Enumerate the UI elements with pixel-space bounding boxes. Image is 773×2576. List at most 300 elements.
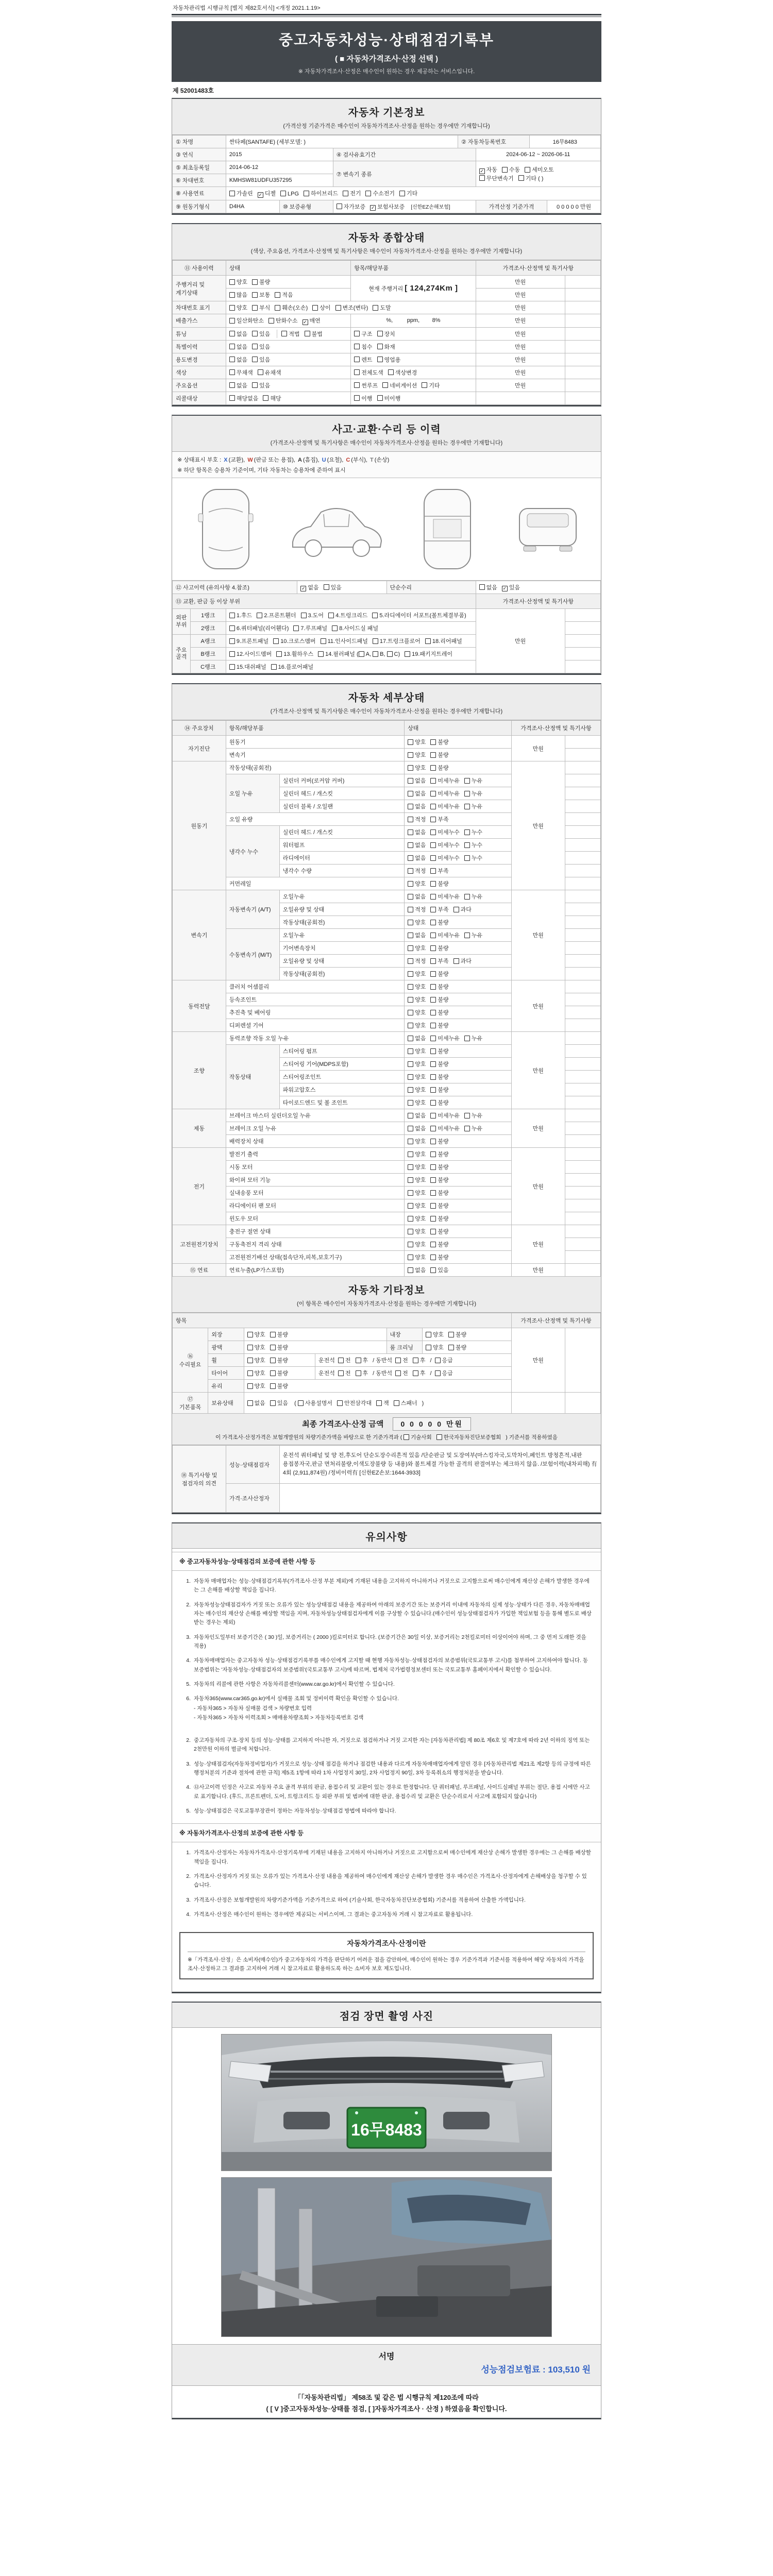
checkbox-option[interactable] — [328, 611, 367, 619]
checkbox-option[interactable] — [430, 1163, 448, 1171]
checkbox-option[interactable] — [408, 1047, 426, 1055]
checkbox-option[interactable] — [408, 1034, 426, 1042]
unchecked-checkbox-icon[interactable] — [252, 382, 258, 388]
checkbox-option[interactable] — [408, 815, 426, 823]
checkbox-option[interactable] — [430, 995, 448, 1004]
checkbox-option[interactable] — [408, 957, 426, 965]
unchecked-checkbox-icon[interactable] — [338, 1370, 344, 1376]
checkbox-option[interactable] — [276, 650, 313, 658]
checkbox-option[interactable] — [436, 1433, 501, 1441]
unchecked-checkbox-icon[interactable] — [430, 894, 436, 900]
checkbox-option[interactable] — [252, 278, 270, 286]
unchecked-checkbox-icon[interactable] — [413, 1358, 418, 1363]
unchecked-checkbox-icon[interactable] — [229, 613, 235, 618]
unchecked-checkbox-icon[interactable] — [252, 331, 258, 336]
checkbox-option[interactable] — [408, 1021, 426, 1029]
checkbox-option[interactable] — [252, 303, 270, 312]
unchecked-checkbox-icon[interactable] — [435, 1358, 441, 1363]
unchecked-checkbox-icon[interactable] — [464, 894, 470, 900]
checkbox-option[interactable] — [270, 1382, 288, 1390]
unchecked-checkbox-icon[interactable] — [229, 305, 235, 311]
checkbox-option[interactable] — [408, 1240, 426, 1248]
checkbox-option[interactable] — [453, 957, 472, 965]
unchecked-checkbox-icon[interactable] — [464, 1126, 470, 1131]
checkbox-option[interactable] — [258, 368, 281, 377]
unchecked-checkbox-icon[interactable] — [408, 920, 413, 925]
checkbox-option[interactable] — [408, 1008, 426, 1016]
checkbox-option[interactable] — [464, 802, 482, 810]
checkbox-option[interactable] — [229, 650, 272, 658]
unchecked-checkbox-icon[interactable] — [430, 817, 436, 822]
checkbox-option[interactable] — [430, 1047, 448, 1055]
checkbox-option[interactable] — [413, 1356, 426, 1364]
checkbox-option[interactable] — [408, 1214, 426, 1223]
checkbox-option[interactable] — [373, 637, 421, 645]
unchecked-checkbox-icon[interactable] — [229, 344, 235, 349]
unchecked-checkbox-icon[interactable] — [247, 1332, 253, 1337]
unchecked-checkbox-icon[interactable] — [430, 1087, 436, 1093]
checkbox-option[interactable] — [263, 394, 281, 402]
checkbox-option[interactable] — [430, 1189, 448, 1197]
unchecked-checkbox-icon[interactable] — [338, 1358, 344, 1363]
checkbox-option[interactable] — [430, 1008, 448, 1016]
unchecked-checkbox-icon[interactable] — [354, 344, 360, 349]
checkbox-option[interactable] — [430, 854, 460, 862]
checkbox-option[interactable] — [229, 381, 247, 389]
checkbox-option[interactable] — [430, 1086, 448, 1094]
unchecked-checkbox-icon[interactable] — [430, 1267, 436, 1273]
checkbox-option[interactable] — [229, 611, 252, 619]
unchecked-checkbox-icon[interactable] — [408, 881, 413, 887]
checkbox-option[interactable] — [430, 982, 448, 991]
unchecked-checkbox-icon[interactable] — [229, 382, 235, 388]
checkbox-option[interactable] — [356, 1369, 368, 1377]
checkbox-option[interactable] — [408, 892, 426, 901]
unchecked-checkbox-icon[interactable] — [430, 971, 436, 977]
unchecked-checkbox-icon[interactable] — [404, 1434, 409, 1440]
unchecked-checkbox-icon[interactable] — [247, 1370, 253, 1376]
checkbox-option[interactable] — [229, 278, 247, 286]
checkbox-option[interactable] — [247, 1356, 265, 1364]
unchecked-checkbox-icon[interactable] — [359, 651, 364, 657]
unchecked-checkbox-icon[interactable] — [229, 625, 235, 631]
checkbox-option[interactable] — [430, 828, 460, 836]
unchecked-checkbox-icon[interactable] — [408, 1139, 413, 1144]
unchecked-checkbox-icon[interactable] — [252, 344, 258, 349]
unchecked-checkbox-icon[interactable] — [305, 331, 310, 336]
checkbox-option[interactable] — [268, 316, 298, 325]
checkbox-option[interactable] — [408, 1086, 426, 1094]
checkbox-option[interactable] — [464, 841, 482, 849]
checkbox-option[interactable] — [426, 1330, 444, 1338]
checkbox-option[interactable] — [464, 828, 482, 836]
unchecked-checkbox-icon[interactable] — [430, 945, 436, 951]
checkbox-option[interactable] — [377, 343, 395, 351]
unchecked-checkbox-icon[interactable] — [464, 855, 470, 861]
checkbox-option[interactable] — [479, 583, 497, 591]
checkbox-option[interactable] — [258, 189, 276, 198]
checkbox-option[interactable] — [430, 764, 448, 772]
unchecked-checkbox-icon[interactable] — [301, 613, 307, 618]
checkbox-option[interactable] — [395, 1356, 408, 1364]
checkbox-option[interactable] — [430, 1034, 460, 1042]
checkbox-option[interactable] — [247, 1369, 265, 1377]
checkbox-option[interactable] — [247, 1343, 265, 1351]
unchecked-checkbox-icon[interactable] — [430, 765, 436, 771]
unchecked-checkbox-icon[interactable] — [464, 804, 470, 809]
checkbox-option[interactable] — [408, 776, 426, 785]
checkbox-option[interactable] — [275, 303, 308, 312]
unchecked-checkbox-icon[interactable] — [425, 638, 431, 644]
unchecked-checkbox-icon[interactable] — [408, 1216, 413, 1222]
checkbox-option[interactable] — [408, 1201, 426, 1210]
checkbox-option[interactable] — [408, 1227, 426, 1235]
unchecked-checkbox-icon[interactable] — [430, 829, 436, 835]
unchecked-checkbox-icon[interactable] — [408, 907, 413, 912]
checkbox-option[interactable] — [382, 381, 417, 389]
unchecked-checkbox-icon[interactable] — [430, 1061, 436, 1067]
unchecked-checkbox-icon[interactable] — [257, 613, 262, 618]
checkbox-option[interactable] — [408, 1073, 426, 1081]
checkbox-option[interactable] — [413, 1369, 426, 1377]
checkbox-option[interactable] — [430, 1266, 448, 1274]
unchecked-checkbox-icon[interactable] — [479, 175, 485, 181]
unchecked-checkbox-icon[interactable] — [335, 305, 341, 311]
checkbox-option[interactable] — [300, 583, 318, 592]
checkbox-option[interactable] — [430, 815, 448, 823]
unchecked-checkbox-icon[interactable] — [408, 778, 413, 784]
unchecked-checkbox-icon[interactable] — [436, 1434, 442, 1440]
checkbox-option[interactable] — [430, 1124, 460, 1132]
checkbox-option[interactable] — [430, 1060, 448, 1068]
checkbox-option[interactable] — [408, 1163, 426, 1171]
checkbox-option[interactable] — [430, 1253, 448, 1261]
checkbox-option[interactable] — [273, 637, 315, 645]
unchecked-checkbox-icon[interactable] — [464, 791, 470, 796]
unchecked-checkbox-icon[interactable] — [275, 305, 280, 311]
checkbox-option[interactable] — [388, 368, 417, 377]
unchecked-checkbox-icon[interactable] — [247, 1400, 253, 1406]
unchecked-checkbox-icon[interactable] — [252, 292, 258, 298]
unchecked-checkbox-icon[interactable] — [430, 1203, 436, 1209]
unchecked-checkbox-icon[interactable] — [408, 829, 413, 835]
unchecked-checkbox-icon[interactable] — [377, 331, 383, 336]
unchecked-checkbox-icon[interactable] — [430, 1126, 436, 1131]
checkbox-option[interactable] — [464, 931, 482, 939]
checkbox-option[interactable] — [252, 291, 270, 299]
checkbox-option[interactable] — [408, 1124, 426, 1132]
checkbox-option[interactable] — [479, 165, 497, 174]
checkbox-option[interactable] — [356, 1356, 368, 1364]
checkbox-option[interactable] — [372, 611, 466, 619]
unchecked-checkbox-icon[interactable] — [252, 305, 258, 311]
unchecked-checkbox-icon[interactable] — [408, 739, 413, 745]
unchecked-checkbox-icon[interactable] — [426, 1332, 431, 1337]
checkbox-option[interactable] — [270, 1343, 288, 1351]
checkbox-option[interactable] — [435, 1369, 453, 1377]
unchecked-checkbox-icon[interactable] — [247, 1358, 253, 1363]
unchecked-checkbox-icon[interactable] — [405, 651, 410, 657]
unchecked-checkbox-icon[interactable] — [430, 855, 436, 861]
unchecked-checkbox-icon[interactable] — [430, 791, 436, 796]
checkbox-option[interactable] — [293, 624, 327, 632]
unchecked-checkbox-icon[interactable] — [408, 1164, 413, 1170]
checkbox-option[interactable] — [453, 905, 472, 913]
checkbox-option[interactable] — [408, 879, 426, 888]
checkbox-option[interactable] — [408, 918, 426, 926]
checkbox-option[interactable] — [430, 1227, 448, 1235]
unchecked-checkbox-icon[interactable] — [408, 1151, 413, 1157]
unchecked-checkbox-icon[interactable] — [229, 331, 235, 336]
checkbox-option[interactable] — [312, 303, 330, 312]
checkbox-option[interactable] — [229, 624, 289, 632]
checkbox-option[interactable] — [408, 931, 426, 939]
checkbox-option[interactable] — [430, 905, 448, 913]
unchecked-checkbox-icon[interactable] — [354, 395, 360, 401]
unchecked-checkbox-icon[interactable] — [318, 651, 324, 657]
checkbox-option[interactable] — [408, 995, 426, 1004]
unchecked-checkbox-icon[interactable] — [304, 191, 309, 196]
checkbox-option[interactable] — [408, 854, 426, 862]
unchecked-checkbox-icon[interactable] — [408, 894, 413, 900]
checkbox-option[interactable] — [408, 751, 426, 759]
checkbox-option[interactable] — [252, 343, 270, 351]
checkbox-option[interactable] — [354, 330, 372, 338]
checkbox-option[interactable] — [304, 189, 338, 197]
unchecked-checkbox-icon[interactable] — [464, 1113, 470, 1118]
unchecked-checkbox-icon[interactable] — [273, 638, 279, 644]
unchecked-checkbox-icon[interactable] — [229, 395, 235, 401]
checkbox-option[interactable] — [271, 663, 313, 671]
unchecked-checkbox-icon[interactable] — [376, 1400, 382, 1406]
checkbox-option[interactable] — [464, 789, 482, 798]
unchecked-checkbox-icon[interactable] — [502, 167, 508, 173]
unchecked-checkbox-icon[interactable] — [464, 842, 470, 848]
checkbox-option[interactable] — [448, 1330, 466, 1338]
checkbox-option[interactable] — [430, 738, 448, 746]
unchecked-checkbox-icon[interactable] — [430, 920, 436, 925]
unchecked-checkbox-icon[interactable] — [408, 1074, 413, 1080]
checkbox-option[interactable] — [247, 1330, 265, 1338]
unchecked-checkbox-icon[interactable] — [394, 1400, 399, 1406]
checkbox-option[interactable] — [252, 330, 270, 338]
unchecked-checkbox-icon[interactable] — [229, 292, 235, 298]
checkbox-option[interactable] — [464, 776, 482, 785]
checkbox-option[interactable] — [430, 944, 448, 952]
unchecked-checkbox-icon[interactable] — [408, 997, 413, 1003]
checked-checkbox-icon[interactable]: ✓ — [480, 168, 484, 174]
unchecked-checkbox-icon[interactable] — [430, 1010, 436, 1015]
checkbox-option[interactable] — [464, 1124, 482, 1132]
unchecked-checkbox-icon[interactable] — [408, 1100, 413, 1106]
unchecked-checkbox-icon[interactable] — [430, 842, 436, 848]
checkbox-option[interactable] — [281, 330, 299, 338]
checkbox-option[interactable] — [408, 789, 426, 798]
checkbox-option[interactable] — [354, 368, 383, 377]
unchecked-checkbox-icon[interactable] — [408, 804, 413, 809]
unchecked-checkbox-icon[interactable] — [426, 1345, 431, 1350]
unchecked-checkbox-icon[interactable] — [408, 933, 413, 938]
unchecked-checkbox-icon[interactable] — [337, 204, 342, 209]
checkbox-option[interactable] — [408, 1060, 426, 1068]
checkbox-option[interactable] — [275, 291, 293, 299]
checkbox-option[interactable] — [408, 1137, 426, 1145]
checkbox-option[interactable] — [377, 355, 401, 364]
checkbox-option[interactable] — [229, 394, 259, 402]
unchecked-checkbox-icon[interactable] — [408, 1087, 413, 1093]
unchecked-checkbox-icon[interactable] — [430, 868, 436, 874]
unchecked-checkbox-icon[interactable] — [373, 638, 378, 644]
checkbox-option[interactable] — [298, 1399, 332, 1407]
unchecked-checkbox-icon[interactable] — [408, 1048, 413, 1054]
unchecked-checkbox-icon[interactable] — [408, 1126, 413, 1131]
unchecked-checkbox-icon[interactable] — [408, 1255, 413, 1260]
unchecked-checkbox-icon[interactable] — [377, 344, 383, 349]
checkbox-option[interactable] — [408, 867, 426, 875]
checkbox-option[interactable] — [257, 611, 296, 619]
checkbox-option[interactable] — [502, 583, 520, 592]
checkbox-option[interactable] — [502, 165, 520, 174]
checkbox-option[interactable] — [430, 1214, 448, 1223]
unchecked-checkbox-icon[interactable] — [430, 881, 436, 887]
checkbox-option[interactable] — [303, 316, 321, 325]
unchecked-checkbox-icon[interactable] — [395, 1370, 401, 1376]
checkbox-option[interactable] — [430, 1240, 448, 1248]
unchecked-checkbox-icon[interactable] — [356, 1370, 361, 1376]
unchecked-checkbox-icon[interactable] — [408, 1010, 413, 1015]
checkbox-option[interactable] — [425, 637, 462, 645]
checkbox-option[interactable] — [377, 330, 395, 338]
checkbox-option[interactable] — [338, 1369, 351, 1377]
unchecked-checkbox-icon[interactable] — [270, 1400, 276, 1406]
unchecked-checkbox-icon[interactable] — [408, 1203, 413, 1209]
unchecked-checkbox-icon[interactable] — [387, 651, 393, 657]
unchecked-checkbox-icon[interactable] — [479, 584, 485, 590]
unchecked-checkbox-icon[interactable] — [275, 292, 280, 298]
unchecked-checkbox-icon[interactable] — [408, 1190, 413, 1196]
checkbox-option[interactable] — [354, 394, 372, 402]
unchecked-checkbox-icon[interactable] — [258, 369, 263, 375]
unchecked-checkbox-icon[interactable] — [408, 945, 413, 951]
unchecked-checkbox-icon[interactable] — [408, 1229, 413, 1234]
unchecked-checkbox-icon[interactable] — [430, 1229, 436, 1234]
unchecked-checkbox-icon[interactable] — [328, 613, 334, 618]
unchecked-checkbox-icon[interactable] — [430, 1100, 436, 1106]
checkbox-option[interactable] — [373, 303, 391, 312]
unchecked-checkbox-icon[interactable] — [430, 778, 436, 784]
unchecked-checkbox-icon[interactable] — [354, 331, 360, 336]
unchecked-checkbox-icon[interactable] — [252, 279, 258, 285]
unchecked-checkbox-icon[interactable] — [356, 1358, 361, 1363]
checkbox-option[interactable] — [395, 1369, 408, 1377]
unchecked-checkbox-icon[interactable] — [408, 1036, 413, 1041]
checkbox-option[interactable] — [252, 381, 270, 389]
checkbox-option[interactable] — [229, 663, 266, 671]
checkbox-option[interactable] — [408, 1189, 426, 1197]
checkbox-option[interactable] — [430, 892, 460, 901]
checkbox-option[interactable] — [430, 802, 460, 810]
checked-checkbox-icon[interactable]: ✓ — [502, 586, 507, 591]
checkbox-option[interactable] — [430, 1098, 448, 1107]
checkbox-option[interactable] — [426, 1343, 444, 1351]
checkbox-option[interactable] — [422, 381, 440, 389]
checkbox-option[interactable] — [430, 1137, 448, 1145]
unchecked-checkbox-icon[interactable] — [372, 613, 378, 618]
checkbox-option[interactable] — [365, 189, 395, 197]
unchecked-checkbox-icon[interactable] — [270, 1332, 276, 1337]
checkbox-option[interactable] — [247, 1399, 265, 1407]
unchecked-checkbox-icon[interactable] — [399, 191, 405, 196]
checkbox-option[interactable] — [324, 583, 342, 591]
checkbox-option[interactable] — [394, 1399, 417, 1407]
unchecked-checkbox-icon[interactable] — [321, 638, 326, 644]
unchecked-checkbox-icon[interactable] — [430, 933, 436, 938]
checked-checkbox-icon[interactable]: ✓ — [303, 319, 307, 325]
checkbox-option[interactable] — [318, 650, 400, 658]
unchecked-checkbox-icon[interactable] — [464, 778, 470, 784]
checkbox-option[interactable] — [377, 394, 401, 402]
checkbox-option[interactable] — [270, 1356, 288, 1364]
unchecked-checkbox-icon[interactable] — [430, 984, 436, 990]
checkbox-option[interactable] — [518, 174, 544, 182]
unchecked-checkbox-icon[interactable] — [408, 1023, 413, 1028]
unchecked-checkbox-icon[interactable] — [229, 369, 235, 375]
checkbox-option[interactable] — [229, 316, 264, 325]
unchecked-checkbox-icon[interactable] — [332, 625, 338, 631]
unchecked-checkbox-icon[interactable] — [373, 651, 378, 657]
checkbox-option[interactable] — [252, 355, 270, 364]
checkbox-option[interactable] — [229, 343, 247, 351]
unchecked-checkbox-icon[interactable] — [337, 1400, 343, 1406]
checked-checkbox-icon[interactable]: ✓ — [371, 205, 375, 210]
unchecked-checkbox-icon[interactable] — [408, 842, 413, 848]
checkbox-option[interactable] — [229, 291, 247, 299]
checkbox-option[interactable] — [408, 1150, 426, 1158]
unchecked-checkbox-icon[interactable] — [377, 357, 383, 362]
checkbox-option[interactable] — [247, 1382, 265, 1390]
unchecked-checkbox-icon[interactable] — [408, 1267, 413, 1273]
unchecked-checkbox-icon[interactable] — [343, 191, 348, 196]
checkbox-option[interactable] — [337, 202, 366, 211]
unchecked-checkbox-icon[interactable] — [408, 855, 413, 861]
checkbox-option[interactable] — [408, 944, 426, 952]
unchecked-checkbox-icon[interactable] — [229, 318, 235, 324]
checkbox-option[interactable] — [408, 1111, 426, 1120]
unchecked-checkbox-icon[interactable] — [464, 829, 470, 835]
unchecked-checkbox-icon[interactable] — [270, 1370, 276, 1376]
checkbox-option[interactable] — [305, 330, 323, 338]
unchecked-checkbox-icon[interactable] — [229, 357, 235, 362]
unchecked-checkbox-icon[interactable] — [408, 752, 413, 758]
checkbox-option[interactable] — [430, 957, 448, 965]
unchecked-checkbox-icon[interactable] — [229, 638, 235, 644]
checkbox-option[interactable] — [301, 611, 324, 619]
unchecked-checkbox-icon[interactable] — [408, 817, 413, 822]
checkbox-option[interactable] — [430, 970, 448, 978]
checkbox-option[interactable] — [376, 1399, 389, 1407]
checkbox-option[interactable] — [408, 841, 426, 849]
checkbox-option[interactable] — [337, 1399, 372, 1407]
unchecked-checkbox-icon[interactable] — [408, 1113, 413, 1118]
checkbox-option[interactable] — [408, 970, 426, 978]
checkbox-option[interactable] — [405, 650, 452, 658]
unchecked-checkbox-icon[interactable] — [430, 752, 436, 758]
checkbox-option[interactable] — [479, 174, 514, 182]
checkbox-option[interactable] — [338, 1356, 351, 1364]
checkbox-option[interactable] — [408, 1253, 426, 1261]
unchecked-checkbox-icon[interactable] — [229, 191, 235, 196]
checkbox-option[interactable] — [229, 303, 247, 312]
